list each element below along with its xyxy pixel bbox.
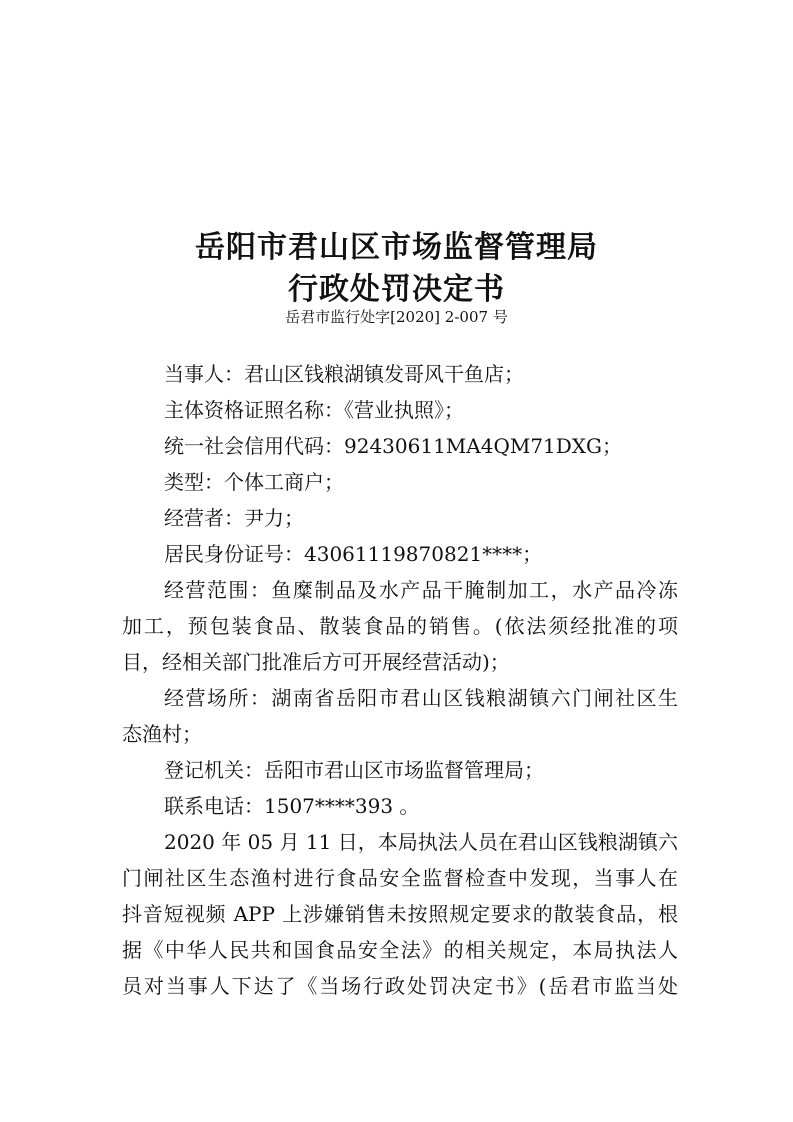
business-scope-line: 目，经相关部门批准后方可开展经营活动)； — [122, 650, 510, 674]
business-type-line: 类型：个体工商户； — [164, 470, 344, 494]
operator-line: 经营者：尹力； — [164, 506, 304, 530]
document-title-agency: 岳阳市君山区市场监督管理局 — [195, 230, 598, 265]
phone-line: 联系电话：1507****393 。 — [164, 794, 420, 818]
credit-code-line: 统一社会信用代码：92430611MA4QM71DXG； — [164, 434, 623, 458]
party-line: 当事人：君山区钱粮湖镇发哥风干鱼店； — [164, 362, 524, 386]
case-paragraph-line: 门闸社区生态渔村进行食品安全监督检查中发现，当事人在 — [122, 866, 678, 890]
case-paragraph-line: 2020 年 05 月 11 日，本局执法人员在君山区钱粮湖镇六 — [164, 830, 678, 854]
business-scope-line: 经营范围：鱼糜制品及水产品干腌制加工，水产品冷冻 — [164, 578, 678, 602]
case-paragraph-line: 据《中华人民共和国食品安全法》的相关规定，本局执法人 — [122, 938, 678, 962]
business-address-line: 经营场所：湖南省岳阳市君山区钱粮湖镇六门闸社区生 — [164, 686, 678, 710]
document-title-type: 行政处罚决定书 — [288, 272, 505, 307]
license-name-line: 主体资格证照名称：《营业执照》； — [164, 398, 464, 422]
id-number-line: 居民身份证号：43061119870821****； — [164, 542, 543, 566]
business-scope-line: 加工，预包装食品、散装食品的销售。(依法须经批准的项 — [122, 614, 678, 638]
case-paragraph-line: 员对当事人下达了《当场行政处罚决定书》(岳君市监当处 — [122, 974, 678, 998]
case-paragraph-line: 抖音短视频 APP 上涉嫌销售未按照规定要求的散装食品，根 — [122, 902, 678, 926]
registration-authority-line: 登记机关：岳阳市君山区市场监督管理局； — [164, 758, 544, 782]
business-address-line: 态渔村； — [122, 722, 202, 746]
document-body — [122, 356, 678, 1004]
document-number: 岳君市监行处字[2020] 2-007 号 — [285, 308, 508, 326]
